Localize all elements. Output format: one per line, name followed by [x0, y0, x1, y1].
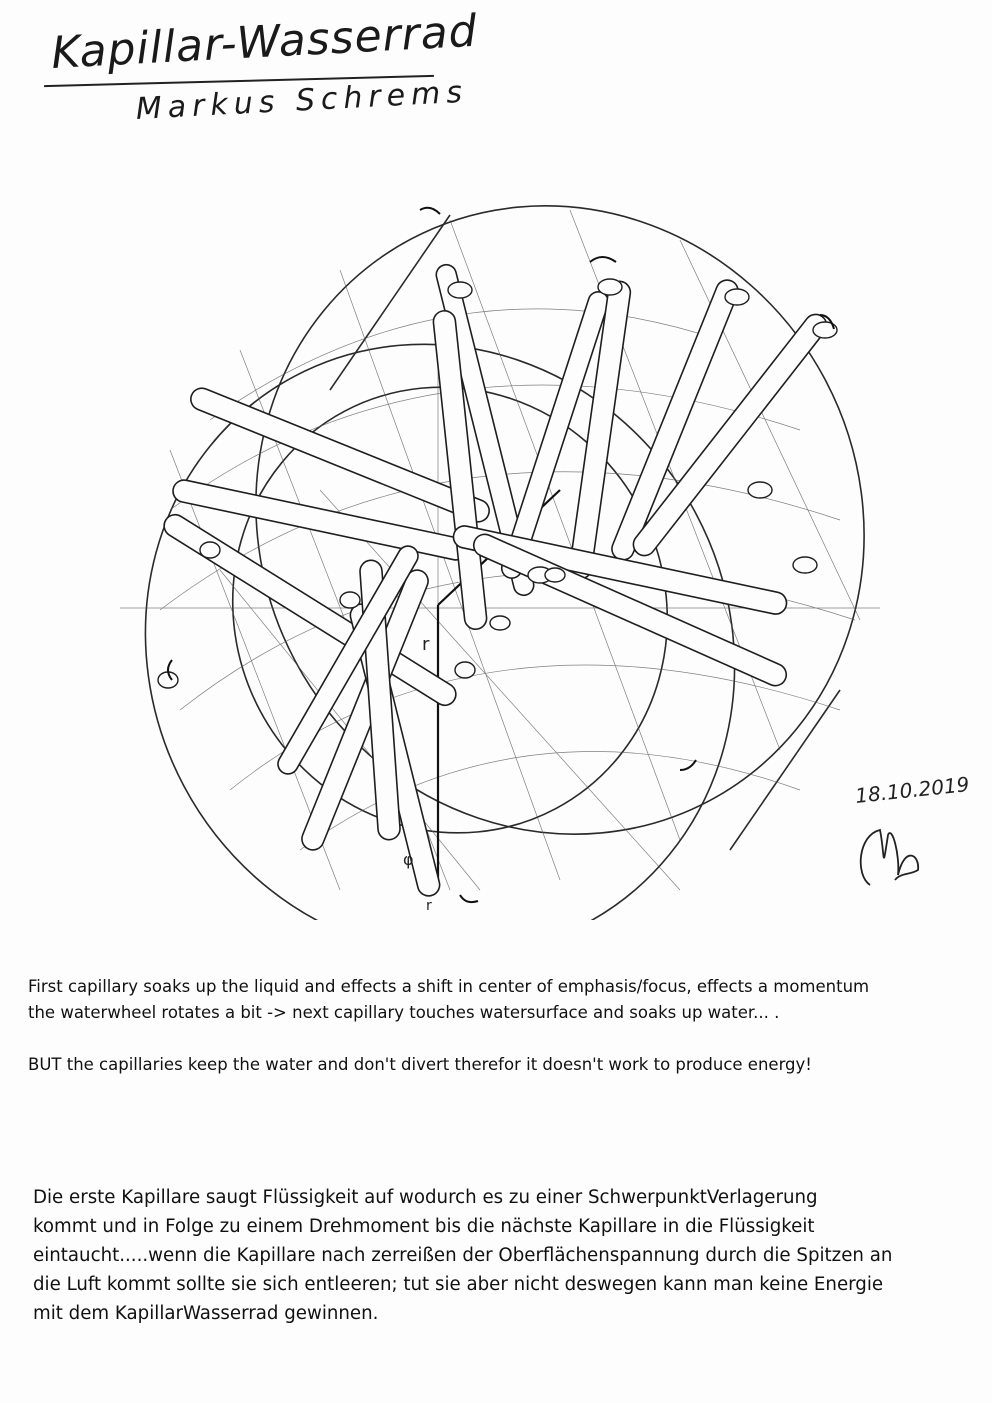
- de-line-1: Die erste Kapillare saugt Flüssigkeit auf wodurch es zu einer SchwerpunktVerlagerung: [33, 1187, 818, 1208]
- capillary-waterwheel-drawing: [120, 190, 880, 920]
- page-title: Kapillar-Wasserrad: [50, 5, 479, 79]
- angle-label: φ: [403, 850, 414, 869]
- author-name: Markus Schrems: [135, 74, 469, 127]
- radius-label: r: [422, 634, 430, 655]
- drum-side-top: [330, 215, 450, 390]
- signature: [850, 815, 930, 895]
- date: 18.10.2019: [854, 772, 971, 808]
- drum-side-bottom: [730, 690, 840, 850]
- en-line-2: the waterwheel rotates a bit -> next capillary touches watersurface and soaks up water... .: [28, 1003, 780, 1022]
- de-line-5: mit dem KapillarWasserrad gewinnen.: [33, 1303, 379, 1324]
- german-description: [33, 1183, 963, 1328]
- en-line-3: BUT the capillaries keep the water and don't divert therefor it doesn't work to produce energy!: [28, 1055, 812, 1074]
- english-description: [28, 974, 968, 1078]
- radius-label-bottom: r: [426, 898, 432, 914]
- capillary-tube: [432, 310, 487, 631]
- en-line-1: First capillary soaks up the liquid and effects a shift in center of emphasis/focus, effects a momentum: [28, 977, 870, 996]
- de-line-3: eintaucht.....wenn die Kapillare nach zerreißen der Oberflächenspannung durch die Spitzen an: [33, 1245, 893, 1266]
- de-line-2: kommt und in Folge zu einem Drehmoment bis die nächste Kapillare in die Flüssigkeit: [33, 1216, 815, 1237]
- de-line-4: die Luft kommt sollte sie sich entleeren; tut sie aber nicht deswegen kann man keine Energie: [33, 1274, 884, 1295]
